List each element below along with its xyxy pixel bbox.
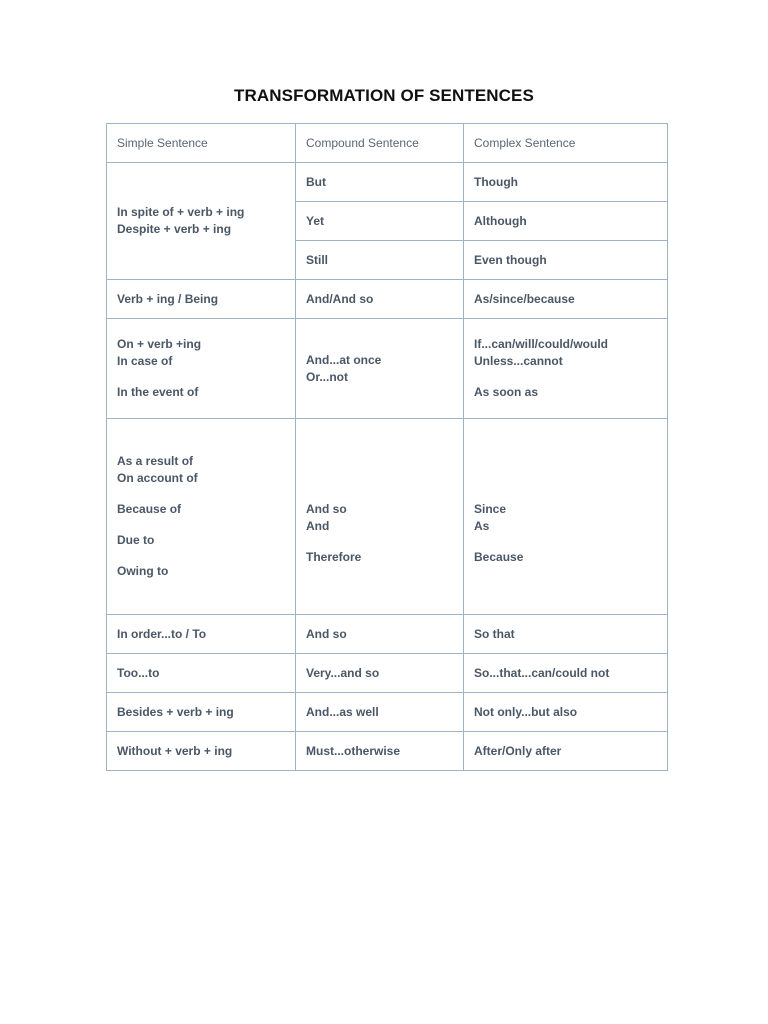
compound-cell: But xyxy=(296,163,464,202)
complex-cell xyxy=(464,319,668,419)
simple-text: In the event of xyxy=(117,385,199,399)
simple-cell: Too...to xyxy=(107,654,296,693)
header-compound-sentence: Compound Sentence xyxy=(296,124,464,163)
header-simple-sentence: Simple Sentence xyxy=(107,124,296,163)
simple-cell xyxy=(107,163,296,280)
transformation-table xyxy=(106,123,668,771)
compound-cell: Must...otherwise xyxy=(296,732,464,771)
complex-cell: So...that...can/could not xyxy=(464,654,668,693)
complex-cell: Not only...but also xyxy=(464,693,668,732)
complex-text: If...can/will/could/would xyxy=(474,337,609,351)
compound-cell: Still xyxy=(296,241,464,280)
complex-cell: Though xyxy=(464,163,668,202)
complex-cell xyxy=(464,419,668,615)
simple-text: Because of xyxy=(117,502,182,516)
line-gap xyxy=(117,549,285,563)
table-row xyxy=(107,280,668,319)
simple-cell: Verb + ing / Being xyxy=(107,280,296,319)
compound-cell: And/And so xyxy=(296,280,464,319)
compound-text: And...at once xyxy=(306,352,382,367)
line-gap xyxy=(474,535,657,549)
header-complex-sentence: Complex Sentence xyxy=(464,124,668,163)
page-title: TRANSFORMATION OF SENTENCES xyxy=(234,86,534,105)
simple-text: In case of xyxy=(117,354,173,368)
compound-text: And xyxy=(306,519,330,533)
compound-cell xyxy=(296,419,464,615)
table-row xyxy=(107,163,668,202)
line-gap xyxy=(474,370,657,384)
complex-cell: So that xyxy=(464,615,668,654)
simple-cell xyxy=(107,419,296,615)
simple-cell: Besides + verb + ing xyxy=(107,693,296,732)
simple-text: In spite of + verb + ing xyxy=(117,205,245,219)
table-row xyxy=(107,693,668,732)
compound-cell: And...as well xyxy=(296,693,464,732)
compound-cell: And so xyxy=(296,615,464,654)
simple-text: Despite + verb + ing xyxy=(117,222,232,236)
simple-cell xyxy=(107,319,296,419)
compound-text: Or...not xyxy=(306,369,348,384)
line-gap xyxy=(117,487,285,501)
line-gap xyxy=(117,518,285,532)
simple-cell: In order...to / To xyxy=(107,615,296,654)
complex-text: Because xyxy=(474,550,524,564)
table-header-row xyxy=(107,124,668,163)
compound-cell: Yet xyxy=(296,202,464,241)
table-row xyxy=(107,419,668,615)
simple-text: Due to xyxy=(117,533,155,547)
simple-text: Owing to xyxy=(117,564,169,578)
complex-text: As xyxy=(474,519,490,533)
compound-text: Therefore xyxy=(306,550,362,564)
table-row xyxy=(107,732,668,771)
complex-cell: As/since/because xyxy=(464,280,668,319)
simple-text: As a result of xyxy=(117,454,194,468)
compound-text: And so xyxy=(306,502,347,516)
simple-text: On + verb +ing xyxy=(117,337,202,351)
line-gap xyxy=(117,370,285,384)
simple-cell: Without + verb + ing xyxy=(107,732,296,771)
complex-cell: Even though xyxy=(464,241,668,280)
table-row xyxy=(107,319,668,419)
complex-cell: After/Only after xyxy=(464,732,668,771)
simple-text: On account of xyxy=(117,471,198,485)
complex-text: Since xyxy=(474,502,507,516)
compound-cell: Very...and so xyxy=(296,654,464,693)
line-gap xyxy=(306,535,453,549)
compound-cell xyxy=(296,319,464,419)
complex-cell: Although xyxy=(464,202,668,241)
table-row xyxy=(107,654,668,693)
complex-text: As soon as xyxy=(474,385,539,399)
table-row xyxy=(107,615,668,654)
complex-text: Unless...cannot xyxy=(474,354,563,368)
